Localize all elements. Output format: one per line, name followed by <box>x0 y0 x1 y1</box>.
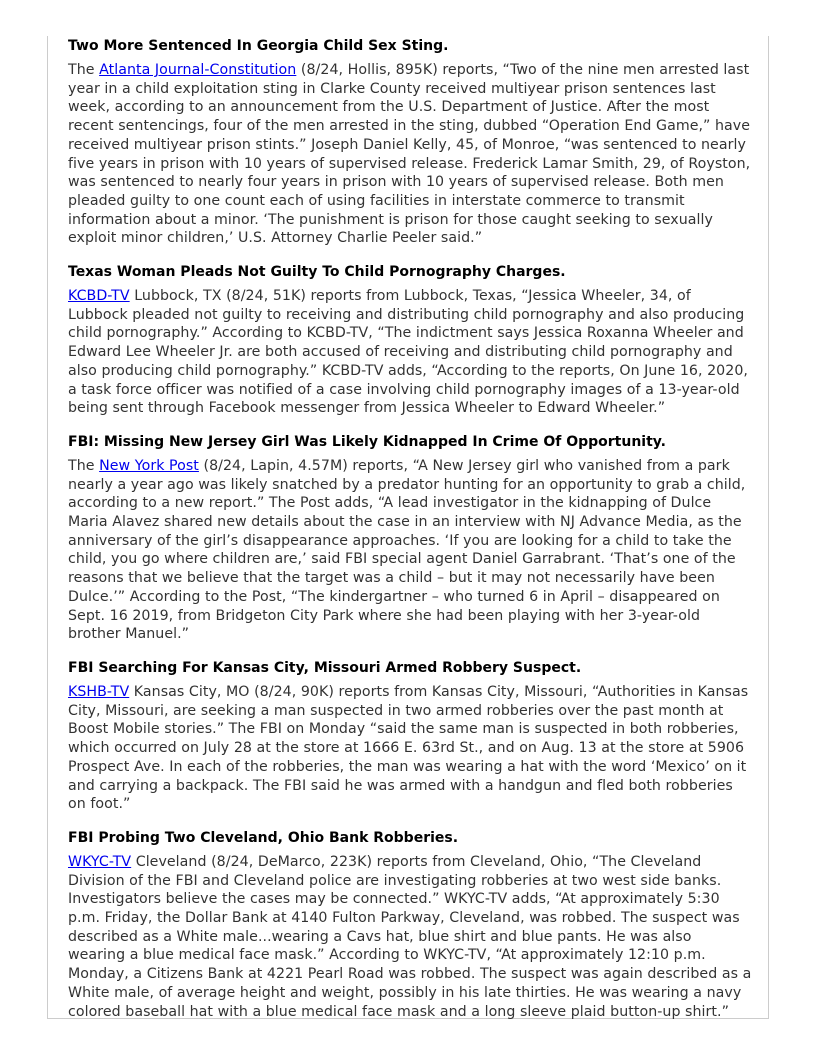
article-lead: The <box>68 62 100 78</box>
source-link[interactable]: New York Post <box>99 457 199 474</box>
source-link[interactable]: Atlanta Journal-Constitution <box>99 62 297 78</box>
article <box>68 36 752 248</box>
article-headline: FBI Probing Two Cleveland, Ohio Bank Robberies. <box>68 829 459 846</box>
article-body <box>68 683 752 814</box>
source-link[interactable]: WKYC-TV <box>68 853 132 870</box>
article-body <box>68 457 752 644</box>
article-headline: Two More Sentenced In Georgia Child Sex Sting. <box>68 38 449 54</box>
article <box>68 828 752 1021</box>
article-text: (8/24, Lapin, 4.57M) reports, “A New Jersey girl who vanished from a park nearly a year ago was likely snatched by a predator hunting for an opportunity to grab a child, according to a new report.” The Post adds, “A lead investigator in the kidnapping of Dulce Maria Alavez shared new details about the case in an interview with NJ Advance Media, as the anniversary of the girl’s disappearance approaches. ‘If you are looking for a child to take the child, you go where children are,’ said FBI special agent Daniel Garrabrant. ‘That’s one of the reasons that we believe that the target was a child – but it may not necessarily have been Dulce.’” According to the Post, “The kindergartner – who turned 6 in April – disappeared on Sept. 16 2019, from Bridgeton City Park where she had been playing with her 3-year-old brother Manuel.” <box>68 457 746 643</box>
news-content <box>68 36 752 1035</box>
article <box>68 658 752 814</box>
article-text: Kansas City, MO (8/24, 90K) reports from Kansas City, Missouri, “Authorities in Kansas City, Missouri, are seeking a man suspected in two armed robberies over the past month at Boost Mobile stories.” The FBI on Monday “said the same man is suspected in both robberies, which occurred on July 28 at the store at 1666 E. 63rd St., and on Aug. 13 at the store at 5906 Prospect Ave. In each of the robberies, the man was wearing a hat with the word ‘Mexico’ on it and carrying a backpack. The FBI said he was armed with a handgun and fled both robberies on foot.” <box>68 683 749 813</box>
article-headline: FBI: Missing New Jersey Girl Was Likely Kidnapped In Crime Of Opportunity. <box>68 433 666 450</box>
article-body <box>68 287 752 418</box>
article-headline: FBI Searching For Kansas City, Missouri Armed Robbery Suspect. <box>68 659 582 676</box>
article-text: (8/24, Hollis, 895K) reports, “Two of the nine men arrested last year in a child exploitation sting in Clarke County received multiyear prison sentences last week, according to an announcement from the U.S. Department of Justice. After the most recent sentencings, four of the men arrested in the sting, dubbed “Operation End Game,” have received multiyear prison stints.” Joseph Daniel Kelly, 45, of Monroe, “was sentenced to nearly five years in prison with 10 years of supervised release. Frederick Lamar Smith, 29, of Royston, was sentenced to nearly four years in prison with 10 years of supervised release. Both men pleaded guilty to one count each of using facilities in interstate commerce to transmit information about a minor. ‘The punishment is prison for those caught seeking to sexually exploit minor children,’ U.S. Attorney Charlie Peeler said.” <box>68 62 751 247</box>
article-text: Cleveland (8/24, DeMarco, 223K) reports from Cleveland, Ohio, “The Cleveland Division of the FBI and Cleveland police are investigating robberies at two west side banks. Investigators believe the cases may be connected.” WKYC-TV adds, “At approximately 5:30 p.m. Friday, the Dollar Bank at 4140 Fulton Parkway, Cleveland, was robbed. The suspect was described as a White male...wearing a Cavs hat, blue shirt and blue pants. He was also wearing a blue medical face mask.” According to WKYC-TV, “At approximately 12:10 p.m. Monday, a Citizens Bank at 4221 Pearl Road was robbed. The suspect was again described as a White male, of average height and weight, possibly in his late thirties. He was wearing a navy colored baseball hat with a blue medical face mask and a long sleeve plaid button-up shirt.” <box>68 853 752 1020</box>
article-text: Lubbock, TX (8/24, 51K) reports from Lubbock, Texas, “Jessica Wheeler, 34, of Lubbock pleaded not guilty to receiving and distributing child pornography and also producing child pornography.” According to KCBD-TV, “The indictment says Jessica Roxanna Wheeler and Edward Lee Wheeler Jr. are both accused of receiving and distributing child pornography and also producing child pornography.” KCBD-TV adds, “According to the reports, On June 16, 2020, a task force officer was notified of a case involving child pornography images of a 13-year-old being sent through Facebook messenger from Jessica Wheeler to Edward Wheeler.” <box>68 288 748 417</box>
source-link[interactable]: KSHB-TV <box>68 683 130 700</box>
article <box>68 432 752 644</box>
article-lead: The <box>68 457 100 474</box>
article <box>68 262 752 418</box>
article-body <box>68 61 752 248</box>
article-headline: Texas Woman Pleads Not Guilty To Child Pornography Charges. <box>68 264 566 281</box>
source-link[interactable]: KCBD-TV <box>68 288 130 305</box>
article-body <box>68 853 752 1021</box>
